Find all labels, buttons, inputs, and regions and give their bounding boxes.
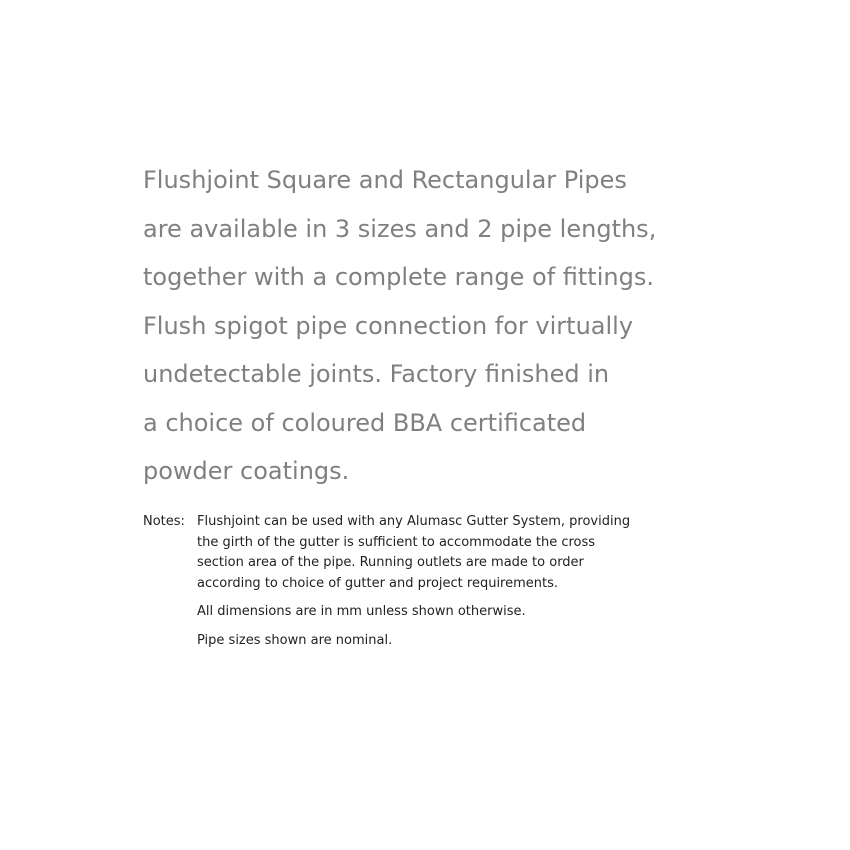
intro-line: are available in 3 sizes and 2 pipe lengths, (143, 214, 657, 243)
intro-paragraph (143, 156, 823, 496)
notes-section (143, 512, 743, 659)
intro-line: Flushjoint Square and Rectangular Pipes (143, 166, 627, 194)
intro-line: Flush spigot pipe connection for virtually (143, 311, 634, 340)
note-dimensions (197, 602, 743, 623)
notes-label: Notes: (143, 514, 185, 529)
note-gutter-compatibility (197, 512, 743, 594)
intro-line: together with a complete range of fittings. (143, 263, 654, 291)
intro-line: powder coatings. (143, 457, 350, 485)
notes-body (197, 512, 743, 659)
note-pipe-sizes (197, 631, 743, 652)
intro-line: a choice of coloured BBA certificated (143, 408, 587, 437)
notes-row (143, 512, 743, 659)
note-line: Pipe sizes shown are nominal. (197, 632, 393, 648)
note-line: section area of the pipe. Running outlets are made to order (197, 555, 584, 570)
note-line: Flushjoint can be used with any Alumasc Gutter System, providing (197, 514, 631, 529)
note-line: All dimensions are in mm unless shown otherwise. (197, 604, 526, 619)
note-line: the girth of the gutter is sufficient to accommodate the cross (197, 534, 596, 550)
note-line: according to choice of gutter and project requirements. (197, 575, 559, 591)
intro-line: undetectable joints. Factory finished in (143, 360, 610, 388)
